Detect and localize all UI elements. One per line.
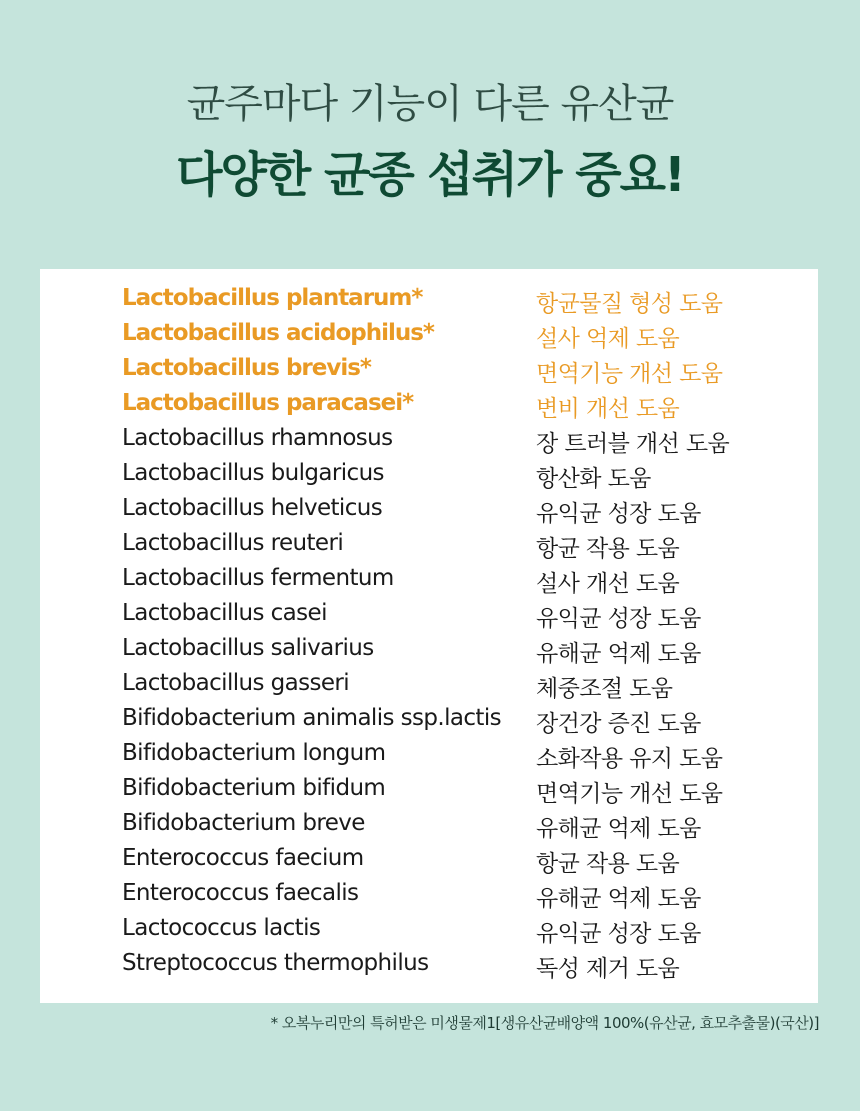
- strain-row: [40, 670, 818, 705]
- strain-row: [40, 950, 818, 985]
- strain-benefit: 독성 제거 도움: [536, 956, 680, 982]
- strain-row: [40, 355, 818, 390]
- strain-row: [40, 495, 818, 530]
- strain-row: [40, 775, 818, 810]
- strain-name: Bifidobacterium breve: [122, 810, 365, 836]
- strain-benefit: 소화작용 유지 도움: [536, 746, 723, 772]
- strain-name: Bifidobacterium bifidum: [122, 775, 386, 801]
- strain-name: Lactobacillus paracasei*: [122, 390, 414, 416]
- strain-benefit: 유해균 억제 도움: [536, 816, 701, 842]
- strain-benefit: 면역기능 개선 도움: [536, 781, 723, 807]
- strain-benefit: 유해균 억제 도움: [536, 886, 701, 912]
- strain-benefit: 항균 작용 도움: [536, 536, 680, 562]
- strain-row: [40, 565, 818, 600]
- strain-name: Lactobacillus bulgaricus: [122, 460, 384, 486]
- strain-row: [40, 390, 818, 425]
- strain-row: [40, 880, 818, 915]
- strain-name: Lactobacillus gasseri: [122, 670, 350, 696]
- strain-row: [40, 600, 818, 635]
- strain-benefit: 장 트러블 개선 도움: [536, 431, 730, 457]
- strain-benefit: 변비 개선 도움: [536, 396, 680, 422]
- strain-row: [40, 915, 818, 950]
- strain-list-panel: [40, 269, 818, 1003]
- strain-name: Streptococcus thermophilus: [122, 950, 429, 976]
- strain-row: [40, 845, 818, 880]
- strain-name: Bifidobacterium longum: [122, 740, 386, 766]
- footnote: * 오복누리만의 특허받은 미생물제1[생유산균배양액 100%(유산균, 효모추출물)(국산)]: [270, 1014, 819, 1032]
- strain-row: [40, 635, 818, 670]
- page-title: 다양한 균종 섭취가 중요!: [176, 147, 684, 203]
- strain-name: Lactobacillus salivarius: [122, 635, 374, 661]
- strain-row: [40, 460, 818, 495]
- strain-benefit: 항산화 도움: [536, 466, 651, 492]
- strain-row: [40, 530, 818, 565]
- strain-row: [40, 810, 818, 845]
- strain-benefit: 체중조절 도움: [536, 676, 673, 702]
- strain-row: [40, 740, 818, 775]
- page-subtitle: 균주마다 기능이 다른 유산균: [186, 81, 674, 127]
- strain-row: [40, 320, 818, 355]
- strain-benefit: 면역기능 개선 도움: [536, 361, 723, 387]
- strain-row: [40, 425, 818, 460]
- strain-benefit: 장건강 증진 도움: [536, 711, 701, 737]
- strain-name: Lactobacillus brevis*: [122, 355, 371, 381]
- strain-name: Enterococcus faecalis: [122, 880, 359, 906]
- strain-name: Bifidobacterium animalis ssp.lactis: [122, 705, 502, 731]
- strain-name: Lactococcus lactis: [122, 915, 321, 941]
- strain-name: Lactobacillus plantarum*: [122, 285, 423, 311]
- strain-row: [40, 285, 818, 320]
- strain-benefit: 설사 개선 도움: [536, 571, 680, 597]
- strain-benefit: 유익균 성장 도움: [536, 501, 701, 527]
- strain-name: Lactobacillus fermentum: [122, 565, 394, 591]
- strain-benefit: 항균물질 형성 도움: [536, 291, 723, 317]
- strain-name: Lactobacillus casei: [122, 600, 327, 626]
- strain-row: [40, 705, 818, 740]
- strain-benefit: 유익균 성장 도움: [536, 606, 701, 632]
- strain-name: Lactobacillus acidophilus*: [122, 320, 434, 346]
- strain-benefit: 항균 작용 도움: [536, 851, 680, 877]
- strain-benefit: 유해균 억제 도움: [536, 641, 701, 667]
- strain-name: Enterococcus faecium: [122, 845, 364, 871]
- strain-name: Lactobacillus rhamnosus: [122, 425, 393, 451]
- strain-benefit: 설사 억제 도움: [536, 326, 680, 352]
- strain-benefit: 유익균 성장 도움: [536, 921, 701, 947]
- strain-name: Lactobacillus helveticus: [122, 495, 383, 521]
- strain-name: Lactobacillus reuteri: [122, 530, 344, 556]
